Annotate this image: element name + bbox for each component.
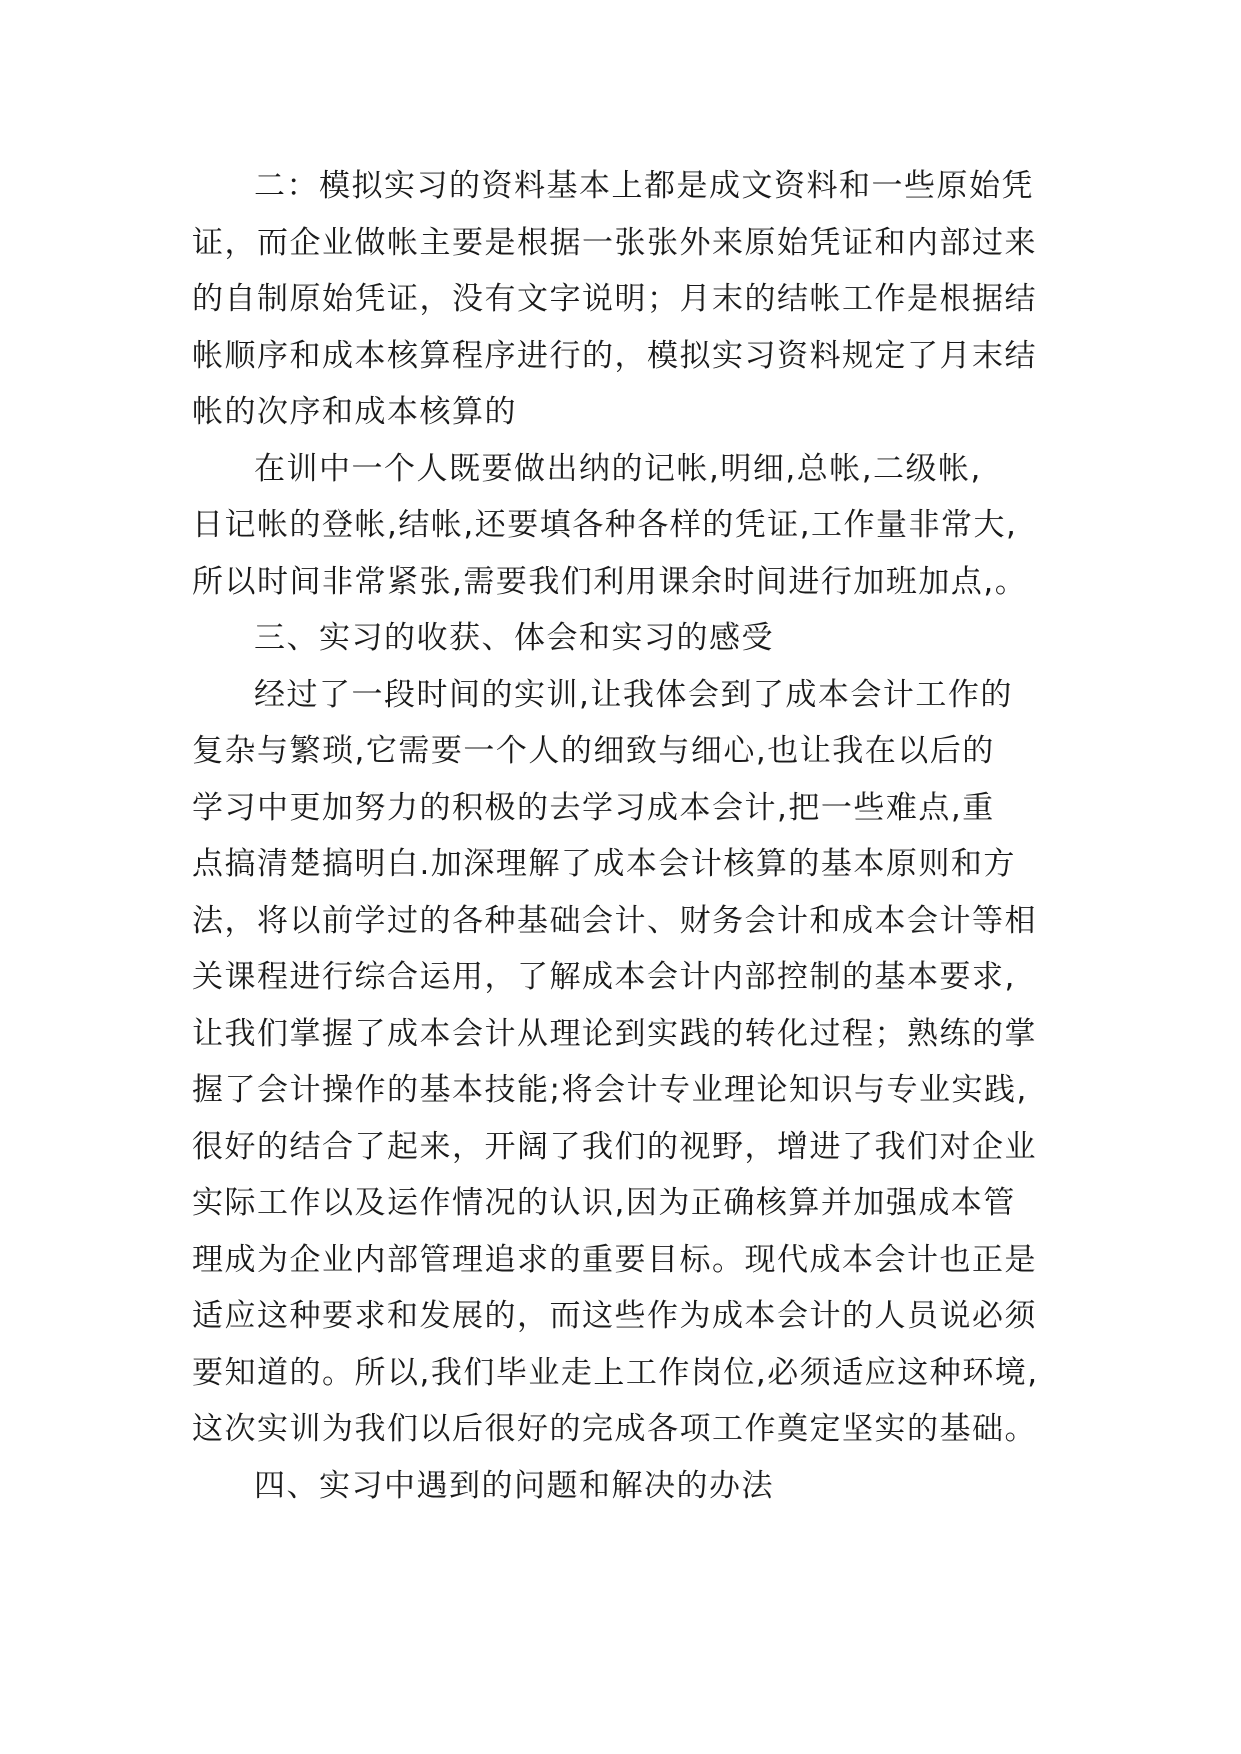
paragraph-training-workload: 在训中一个人既要做出纳的记帐,明细,总帐,二级帐, 日记帐的登帐,结帐,还要填各种各样的凭证,工作量非常大, 所以时间非常紧张,需要我们利用课余时间进行加班加点,。 <box>192 450 1028 600</box>
section-heading-gains: 三、实习的收获、体会和实习的感受 <box>254 620 774 656</box>
paragraph-simulation-materials: 二：模拟实习的资料基本上都是成文资料和一些原始凭 证，而企业做帐主要是根据一张张外来原始凭证和内部过来 的自制原始凭证，没有文字说明；月末的结帐工作是根据结 帐顺序和成本核算程序进行的，模拟实习资料规定了月末结 帐的次序和成本核算的 <box>192 168 1037 430</box>
section-heading-problems: 四、实习中遇到的问题和解决的办法 <box>254 1467 774 1504</box>
document-body <box>192 158 1060 1514</box>
paragraph-gains-content: 经过了一段时间的实训,让我体会到了成本会计工作的 复杂与繁琐,它需要一个人的细致与细心,也让我在以后的 学习中更加努力的积极的去学习成本会计,把一些难点,重 点搞清楚搞明白.加深理解了成本会计核算的基本原则和方 法，将以前学过的各种基础会计、财务会计和成本会计等相 关课程进行综合运用，了解成本会计内部控制的基本要求, 让我们掌握了成本会计从理论到实践的转化过程；熟练的掌 握了会计操作的基本技能;将会计专业理论知识与专业实践, 很好的结合了起来，开阔了我们的视野，增进了我们对企业 实际工作以及运作情况的认识,因为正确核算并加强成本管 理成为企业内部管理追求的重要目标。现代成本会计也正是 适应这种要求和发展的，而这些作为成本会计的人员说必须 要知道的。所以,我们毕业走上工作岗位,必须适应这种环境, 这次实训为我们以后很好的完成各项工作奠定坚实的基础。 <box>192 676 1039 1447</box>
